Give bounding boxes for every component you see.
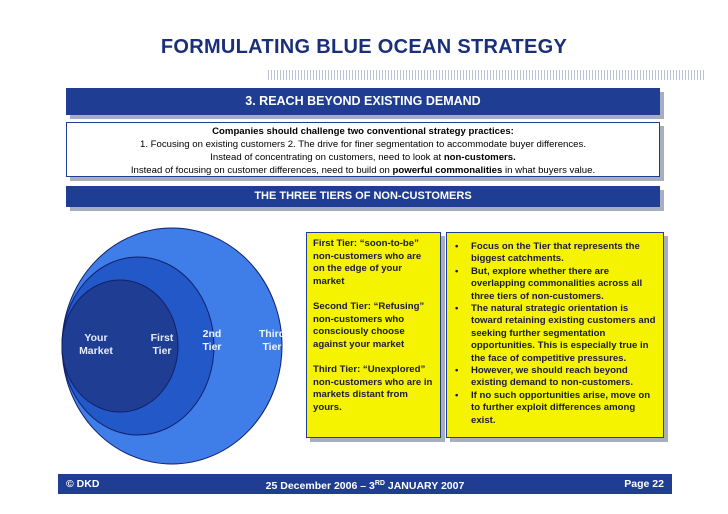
second-tier-description: Second Tier: “Refusing” non-customers who consciously choose against your market — [313, 300, 425, 350]
footer-date — [58, 474, 672, 496]
footer-bar — [58, 474, 672, 494]
intro-line-3-emphasis: non-customers. — [443, 152, 516, 163]
footer-copyright: © DKD — [66, 478, 100, 490]
intro-line-1: Companies should challenge two conventional strategy practices: — [212, 126, 514, 137]
bullet-item: • But, explore whether there are overlapping commonalities across all three tiers of non-customers. — [453, 266, 657, 303]
intro-line-2: 1. Focusing on existing customers 2. The drive for finer segmentation to accommodate buyer differences. — [140, 139, 586, 150]
intro-line-4-tail: in what buyers value. — [502, 165, 596, 176]
intro-line-4 — [67, 164, 659, 177]
footer-date-end: JANUARY 2007 — [384, 480, 465, 492]
intro-line-3 — [67, 151, 659, 164]
bullet-item: • If no such opportunities arise, move on to further exploit differences among exist. — [453, 390, 657, 427]
third-tier-description: Third Tier: “Unexplored” non-customers who are in markets distant from yours. — [313, 363, 433, 413]
footer-date-start: 25 December 2006 – 3 — [265, 480, 375, 492]
your-market-label — [70, 332, 122, 358]
first-tier-label-line1: First — [150, 332, 174, 344]
intro-line-3-text: Instead of concentrating on customers, need to look at — [210, 152, 444, 163]
strategy-bullets-box — [446, 232, 664, 438]
second-tier-label — [192, 328, 232, 354]
strategy-bullet-list — [453, 241, 657, 427]
intro-textbox — [66, 122, 660, 177]
section-banner: 3. REACH BEYOND EXISTING DEMAND — [66, 88, 660, 115]
third-tier-label-line2: Tier — [262, 341, 282, 353]
second-tier-label-line1: 2nd — [202, 328, 222, 340]
page-title: FORMULATING BLUE OCEAN STRATEGY — [160, 36, 568, 58]
second-tier-label-line2: Tier — [202, 341, 222, 353]
footer-page-number: Page 22 — [624, 478, 664, 490]
bullet-item: • Focus on the Tier that represents the biggest catchments. — [453, 241, 657, 266]
tiers-banner: THE THREE TIERS OF NON-CUSTOMERS — [66, 186, 660, 207]
first-tier-label — [140, 332, 184, 358]
third-tier-label — [250, 328, 294, 354]
intro-line-4-text: Instead of focusing on customer differences, need to build on — [130, 165, 393, 176]
your-market-label-line2: Market — [79, 345, 113, 357]
bullet-item: • The natural strategic orientation is toward retaining existing customers and seeking further segmentation opportunities. This is especially true in the face of competitive pressures. — [453, 303, 657, 365]
first-tier-label-line2: Tier — [152, 345, 172, 357]
tiers-description-box — [306, 232, 441, 438]
bullet-item: • However, we should reach beyond existing demand to non-customers. — [453, 365, 657, 390]
intro-line-4-emphasis: powerful commonalities — [392, 165, 503, 176]
title-underline-decoration — [268, 70, 704, 80]
third-tier-label-line1: Third — [258, 328, 286, 340]
footer-date-superscript: RD — [374, 480, 385, 487]
your-market-label-line1: Your — [84, 332, 108, 344]
first-tier-description: First Tier: “soon-to-be” non-customers who are on the edge of your market — [313, 238, 422, 287]
